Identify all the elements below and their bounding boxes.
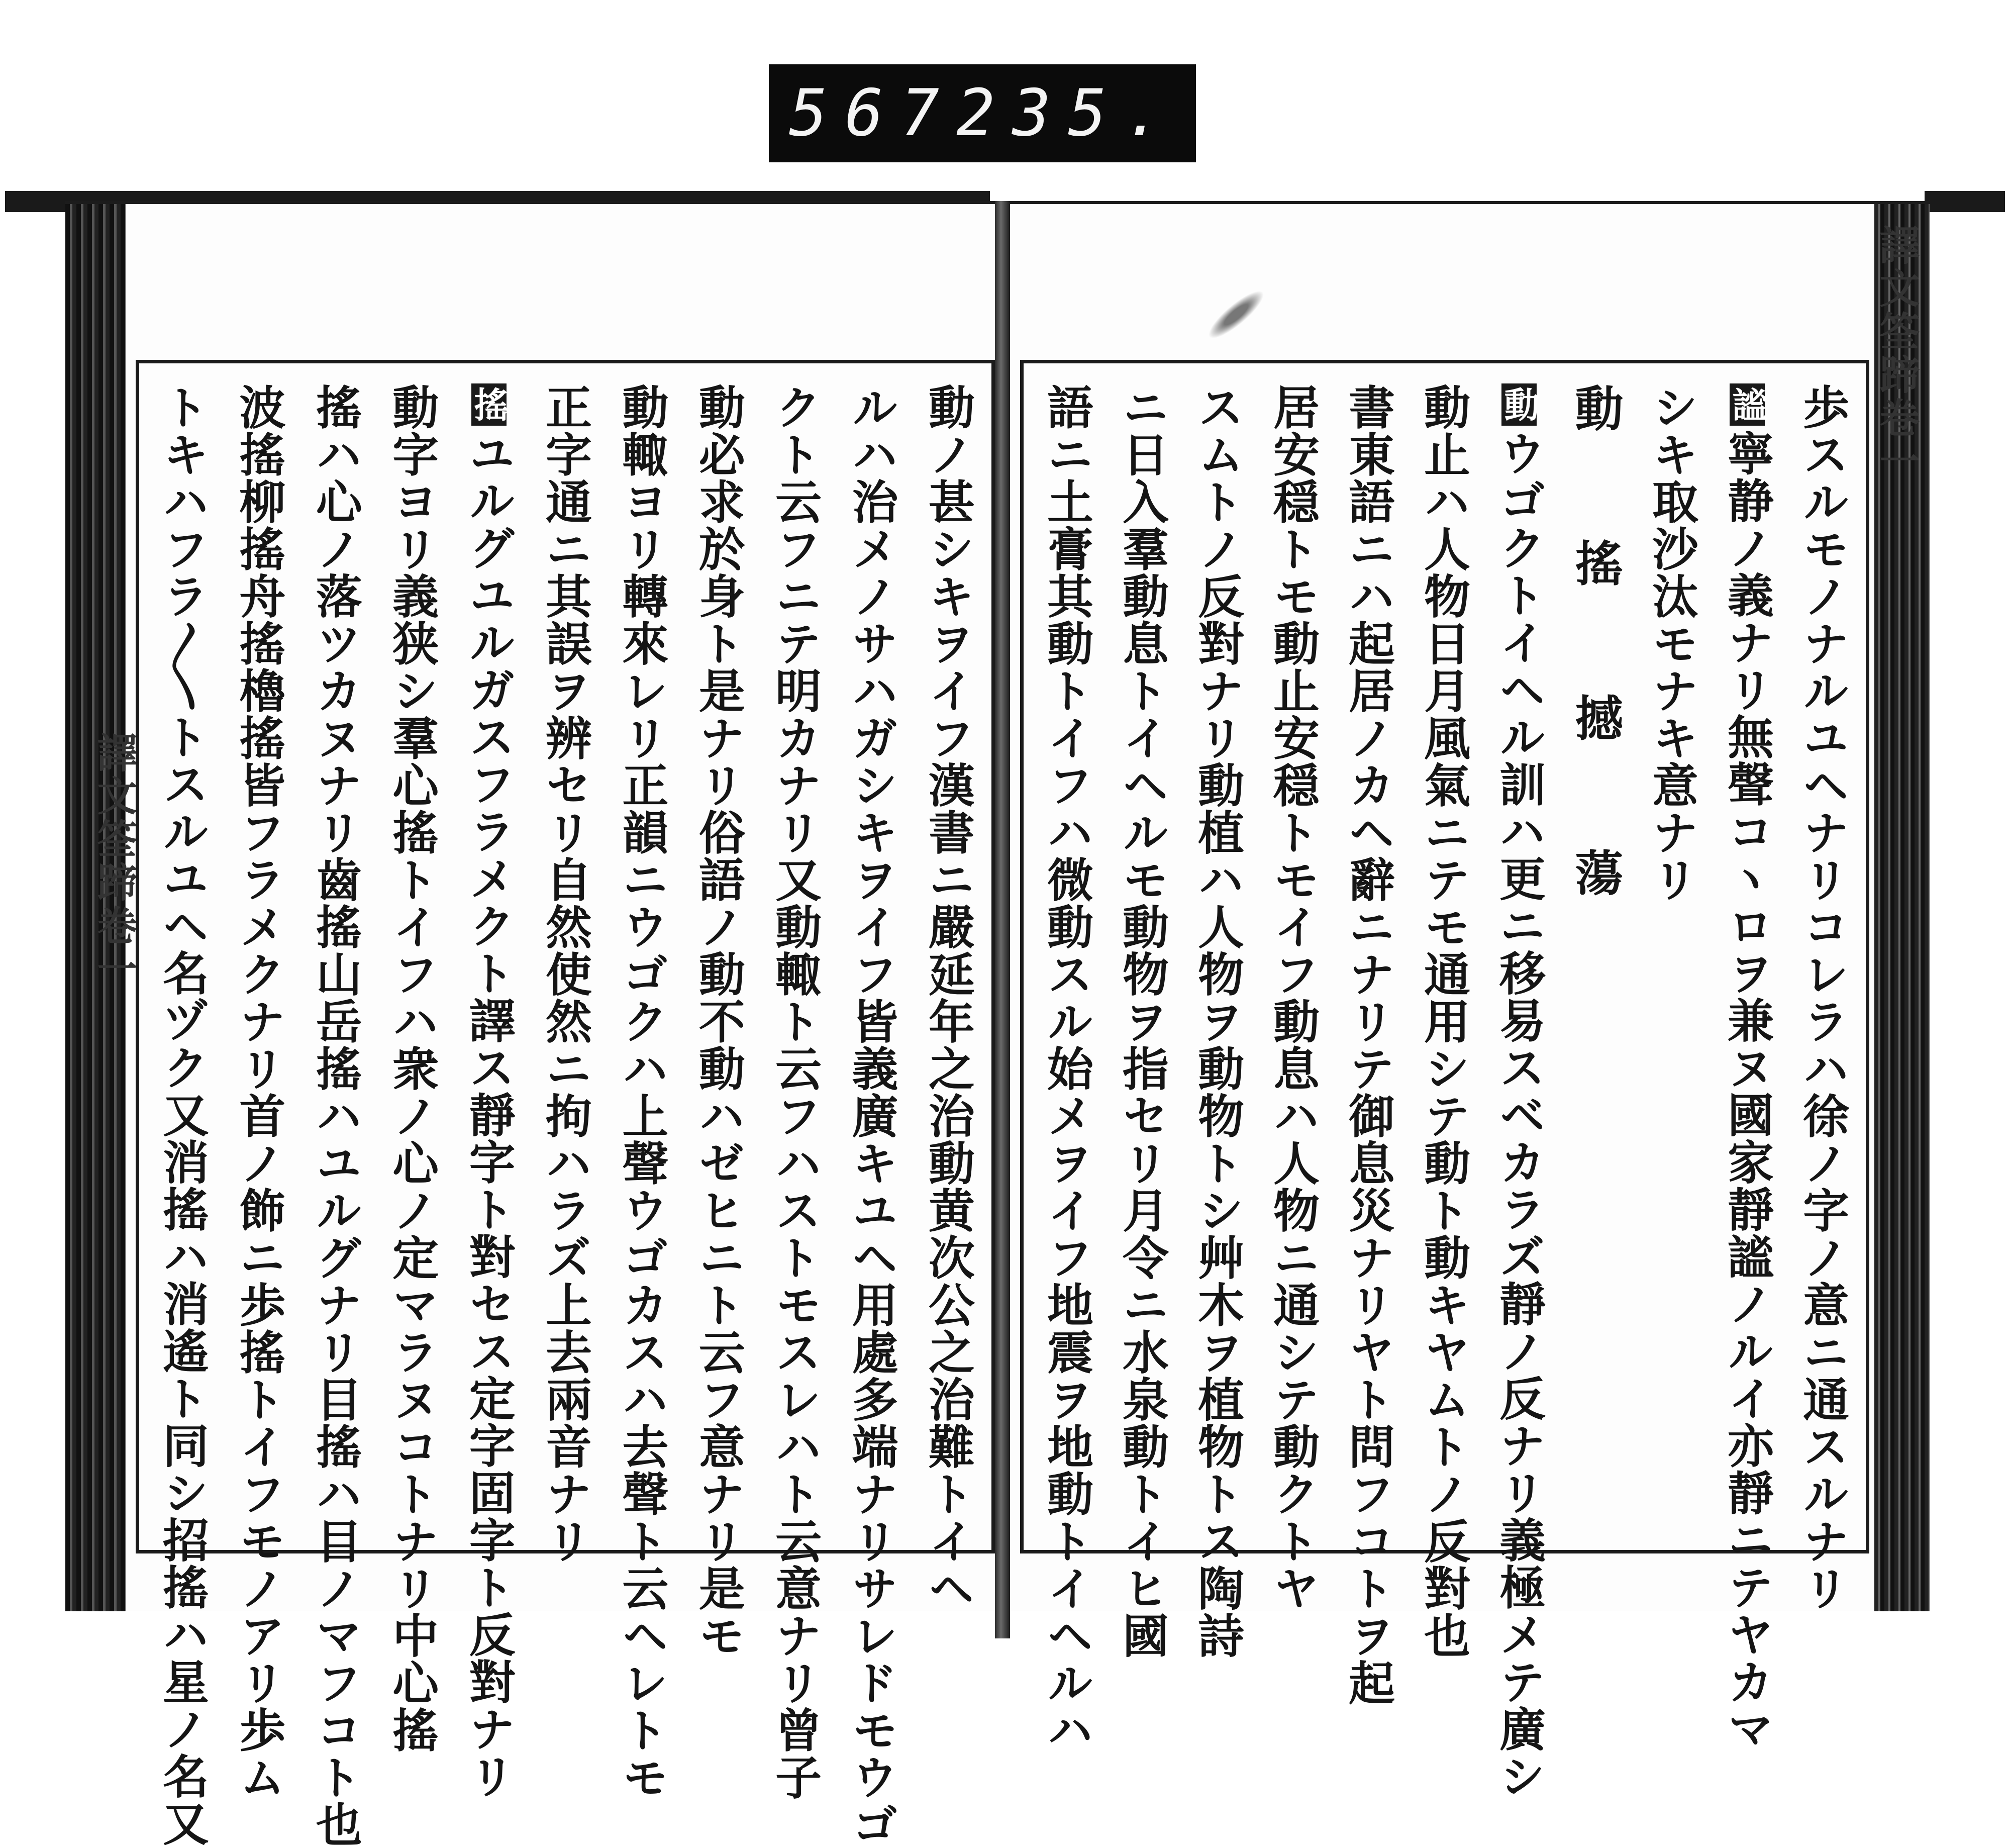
left-text-columns	[155, 383, 975, 1848]
left-text-frame	[136, 360, 995, 1848]
text-column	[1492, 383, 1546, 1800]
text-column	[1720, 383, 1774, 1753]
left-page	[65, 201, 1000, 1848]
text-column: 動字ヨリ義狭シ羣心搖トイフハ衆ノ心ノ定マラヌコトナリ中心搖	[385, 383, 440, 1754]
text-column: 正字通ニ其誤ヲ辨セリ自然使然ニ拘ハラズ上去兩音ナリ	[538, 383, 592, 1565]
open-book	[65, 201, 1930, 1848]
entry-badge: 謐	[1730, 383, 1765, 426]
text-column: クト云フニテ明カナリ又動輙ト云フハストモスレハト云意ナリ曾子	[768, 383, 823, 1801]
text-column: 歩スルモノナルユヘナリコレラハ徐ノ字ノ意ニ通スルナリ	[1795, 383, 1850, 1612]
entry-heading: 動 搖 撼 蕩	[1567, 383, 1624, 925]
text-column-body: ウゴクトイヘル訓ハ更ニ移易スベカラズ靜ノ反ナリ義極メテ廣シ	[1492, 430, 1546, 1800]
text-column: ルハ治メノサハガシキヲイフ皆義廣キユヘ用處多端ナリサレドモウゴ	[844, 383, 899, 1848]
book-spine	[995, 201, 1010, 1638]
text-column: シキ取沙汰モナキ意ナリ	[1645, 383, 1699, 903]
left-margin-title: 譯文筌蹄卷一	[90, 732, 138, 991]
text-column-body: 寧静ノ義ナリ無聲コヽロヲ兼ヌ國家靜謐ノルイ亦靜ニテヤカマ	[1720, 430, 1774, 1753]
right-text-frame	[1020, 360, 1869, 1800]
text-column: 波搖柳搖舟搖櫓搖皆フラメクナリ首ノ飾ニ歩搖トイフモノアリ歩ム	[232, 383, 286, 1801]
catalog-number-left: 567	[789, 76, 957, 151]
catalog-number-right: 235.	[956, 76, 1180, 151]
text-column: 書東語ニハ起居ノカヘ辭ニナリテ御息災ナリヤト問フコトヲ起	[1341, 383, 1395, 1706]
catalog-label	[769, 64, 1196, 162]
text-column	[461, 383, 516, 1800]
text-column: 動ノ甚シキヲイフ漢書ニ嚴延年之治動黄次公之治難トイヘ	[921, 383, 975, 1612]
right-text-columns	[1040, 383, 1850, 1800]
entry-badge: 動	[1501, 383, 1537, 426]
text-column: 居安穏トモ動止安穏トモイフ動息ハ人物ニ通シテ動クトヤ	[1266, 383, 1320, 1612]
entry-badge: 搖	[471, 383, 507, 426]
text-column-body: ユルグユルガスフラメクト譯ス靜字ト對セス定字固字ト反對ナリ	[461, 430, 516, 1800]
right-page	[1010, 201, 1930, 1800]
text-column: 動輙ヨリ轉來レリ正韻ニウゴクハ上聲ウゴカスハ去聲ト云ヘレトモ	[615, 383, 669, 1801]
right-margin-title: 譯文筌蹄卷一	[1873, 224, 1920, 483]
binding-rod-right	[1925, 191, 2005, 212]
text-column: ニ日入羣動息トイヘルモ動物ヲ指セリ月令ニ水泉動トイヒ國	[1115, 383, 1169, 1659]
text-column: 語ニ土膏其動トイフハ微動スル始メヲイフ地震ヲ地動トイヘルハ	[1040, 383, 1094, 1754]
text-column: スムトノ反對ナリ動植ハ人物ヲ動物トシ艸木ヲ植物トス陶詩	[1190, 383, 1245, 1659]
text-column: トキハフラ〳〵トスルユヘ名ヅク又消搖ハ消遙ト同シ招搖ハ星ノ名又	[155, 383, 210, 1847]
text-column: 動必求於身ト是ナリ俗語ノ動不動ハゼヒニト云フ意ナリ是モ	[691, 383, 746, 1659]
text-column: 搖ハ心ノ落ツカヌナリ齒搖山岳搖ハユルグナリ目搖ハ目ノマフコト也	[308, 383, 363, 1848]
ink-smudge	[1203, 284, 1270, 345]
text-column: 動止ハ人物日月風氣ニテモ通用シテ動ト動キヤムトノ反對也	[1417, 383, 1471, 1659]
